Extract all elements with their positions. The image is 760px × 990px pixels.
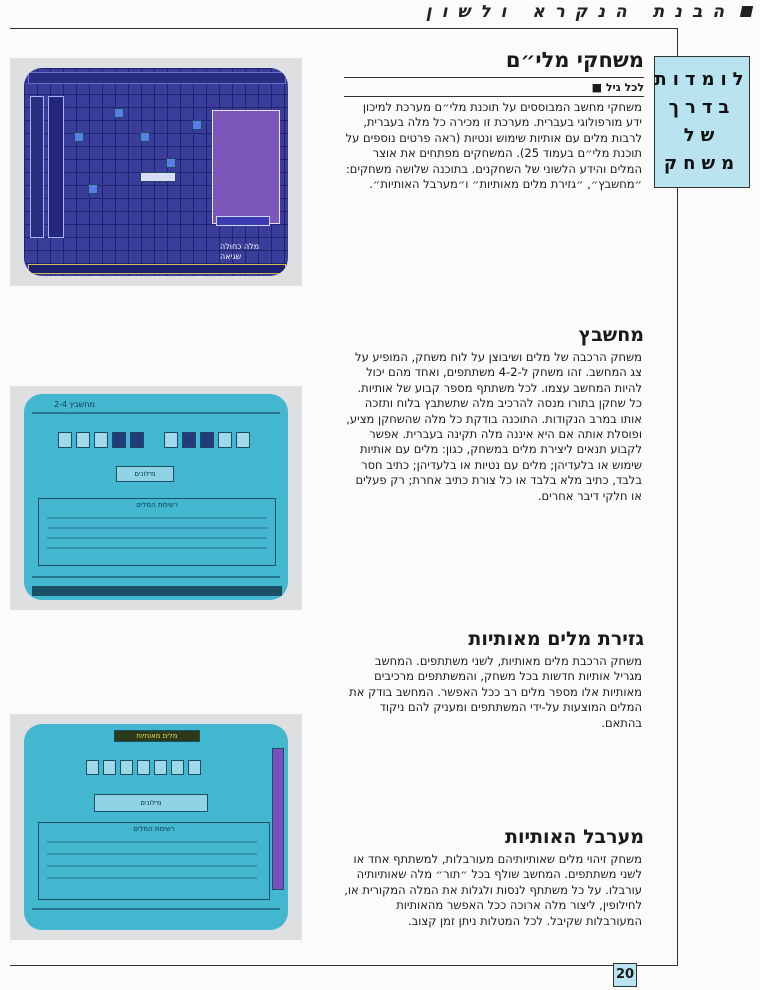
letter-rack-left	[30, 96, 44, 238]
bottom-rule	[10, 965, 678, 966]
header-square-icon	[740, 6, 753, 17]
letter-tile	[182, 432, 196, 448]
crt-screen	[24, 394, 288, 600]
board-tile	[140, 132, 150, 142]
list-row	[47, 547, 267, 549]
section-title-me-arbel: מערבל האותיות	[504, 826, 644, 848]
screen-label: מלה כחולה	[220, 242, 260, 251]
word-list-panel	[38, 822, 270, 900]
series-title: הבנת הנקרא ולשון	[425, 2, 734, 22]
screen-status-bar	[32, 586, 282, 596]
list-row	[47, 865, 257, 867]
letter-tile	[86, 760, 99, 775]
letter-tile	[112, 432, 126, 448]
letter-tile	[236, 432, 250, 448]
word-input-label: מילונים	[140, 799, 162, 807]
score-panel	[212, 110, 280, 224]
list-row	[47, 853, 257, 855]
letter-tile	[200, 432, 214, 448]
letter-tile	[130, 432, 144, 448]
section-title-milim-games: משחקי מלי״ם	[505, 48, 644, 72]
word-list-panel	[38, 498, 276, 566]
screenshot-milim-board	[10, 58, 302, 286]
letter-tile	[137, 760, 150, 775]
screen-rule	[32, 412, 280, 414]
section-subtitle: לכל גיל ■	[591, 81, 644, 94]
list-row	[47, 527, 267, 529]
section-body-me-arbel: משחק זיהוי מלים שאותיותיהם מעורבלות, למשתתף אחד או לשני משתתפים. המחשב שולף בכל ״תור״ מלה שאותיותיה עורבלו. על כל משתתף לנסות ולגלות את המלה המקורית או, לחילופין, ליצור מלה ארוכה ככל האפשר מהאותיות המעורבלות שקיבל. לכל המטלות ניתן זמן קצוב.	[344, 852, 642, 928]
screen-sublabel: שגיאה	[220, 252, 242, 261]
section-body-gzira: משחק הרכבת מלים מאותיות, לשני משתתפים. המחשב מגריל אותיות חדשות בכל משחק, והמשתתפים מרכיבים מאותיות אלו מספר מלים רב ככל האפשר. המחשב בודק את המלים המוצעות על-ידי המשתתפים ומעניק להם ניקוד בהתאם.	[349, 654, 642, 730]
section-rule	[344, 96, 644, 97]
letter-tile	[120, 760, 133, 775]
board-tile	[166, 158, 176, 168]
sidebar-callout	[654, 56, 750, 188]
letter-tile	[94, 432, 108, 448]
screen-title: מלים מאותיות	[136, 732, 178, 740]
letter-rack-right	[48, 96, 64, 238]
section-title-gzira: גזירת מלים מאותיות	[468, 628, 644, 650]
screen-title: מחשבץ 2-4	[54, 400, 95, 409]
word-input-box	[116, 466, 174, 482]
word-input-box	[94, 794, 208, 812]
letter-tile	[103, 760, 116, 775]
list-row	[47, 877, 257, 879]
screen-status-line	[32, 576, 280, 578]
section-rule	[344, 77, 644, 78]
running-header	[0, 0, 760, 28]
page-number: 20	[613, 963, 637, 987]
letter-tile	[76, 432, 90, 448]
crt-screen	[24, 724, 288, 930]
word-input-label: מילונים	[134, 470, 156, 478]
letter-tile	[154, 760, 167, 775]
screen-title-bar	[114, 730, 200, 742]
sidebar-callout-text: לומדות בדרך של משחק	[654, 69, 750, 174]
screen-status-line	[32, 908, 280, 910]
list-row	[47, 537, 267, 539]
top-rule	[10, 28, 678, 29]
section-title-machshevetz: מחשבץ	[578, 324, 644, 346]
board-tile	[88, 184, 98, 194]
list-row	[47, 841, 257, 843]
word-list-title: רשימת המלים	[136, 501, 178, 509]
letter-tile	[218, 432, 232, 448]
board-tile	[192, 120, 202, 130]
board-tile	[114, 108, 124, 118]
screen-top-bar	[28, 72, 286, 84]
word-list-title: רשימת המלים	[133, 825, 175, 833]
letter-tile	[58, 432, 72, 448]
word-tiles	[140, 172, 176, 182]
list-row	[47, 517, 267, 519]
section-body-machshevetz: משחק הרכבה של מלים ושיבוצן על לוח משחק, המופיע על צג המחשב. זהו משחק ל-4-2 משתתפים, ואחד מהם יכול להיות המחשב עצמו. לכל משתתף מספר קבוע של אותיות. כל שחקן בתורו מנסה להרכיב מלה שתשתבץ בלוח ותזכה אותו במרב הנקודות. התוכנה בודקת כל מלה שהשחקן מציע, ופוסלת אותה אם היא איננה מלה תקינה בעברית. אפשר לקבוע תנאים ליצירת מלים במשחק, כגון: מלים עם אותיות שימוש או בלעדיהן; מלים עם נטיות או בלעדיהן; כתיב חסר בלבד, כתיב מלא בלבד או כל צורת כתיב אחרת; רק פעלים או חלקי דיבר אחרים.	[346, 350, 642, 503]
screen-status-bar	[28, 264, 286, 274]
section-body-milim-games: משחקי מחשב המבוססים על תוכנת מלי״ם מערכת למיכון ידע מורפולוגי בעברית. מערכת זו מכירה כל מלה בעברית, לרבות מלים עם אותיות שימוש ונטיות (ראה פרטים נוספים על תוכנת מלי״ם בעמוד 25). המשחקים מפתחים את אוצר המלים והידע הלשוני של השחקנים. בתוכנה שלושה משחקים: ״מחשבץ״, ״גזירת מלים מאותיות״ ו״מערבל האותיות״.	[345, 100, 642, 192]
letter-tile	[164, 432, 178, 448]
board-tile	[74, 132, 84, 142]
letter-tile	[171, 760, 184, 775]
timer-bar	[272, 748, 284, 890]
score-button	[216, 216, 270, 226]
crt-screen	[24, 68, 288, 276]
letter-tile	[188, 760, 201, 775]
subtitle-square-icon: ■	[591, 81, 602, 94]
screenshot-gzira	[10, 714, 302, 940]
screenshot-machshevetz	[10, 386, 302, 610]
